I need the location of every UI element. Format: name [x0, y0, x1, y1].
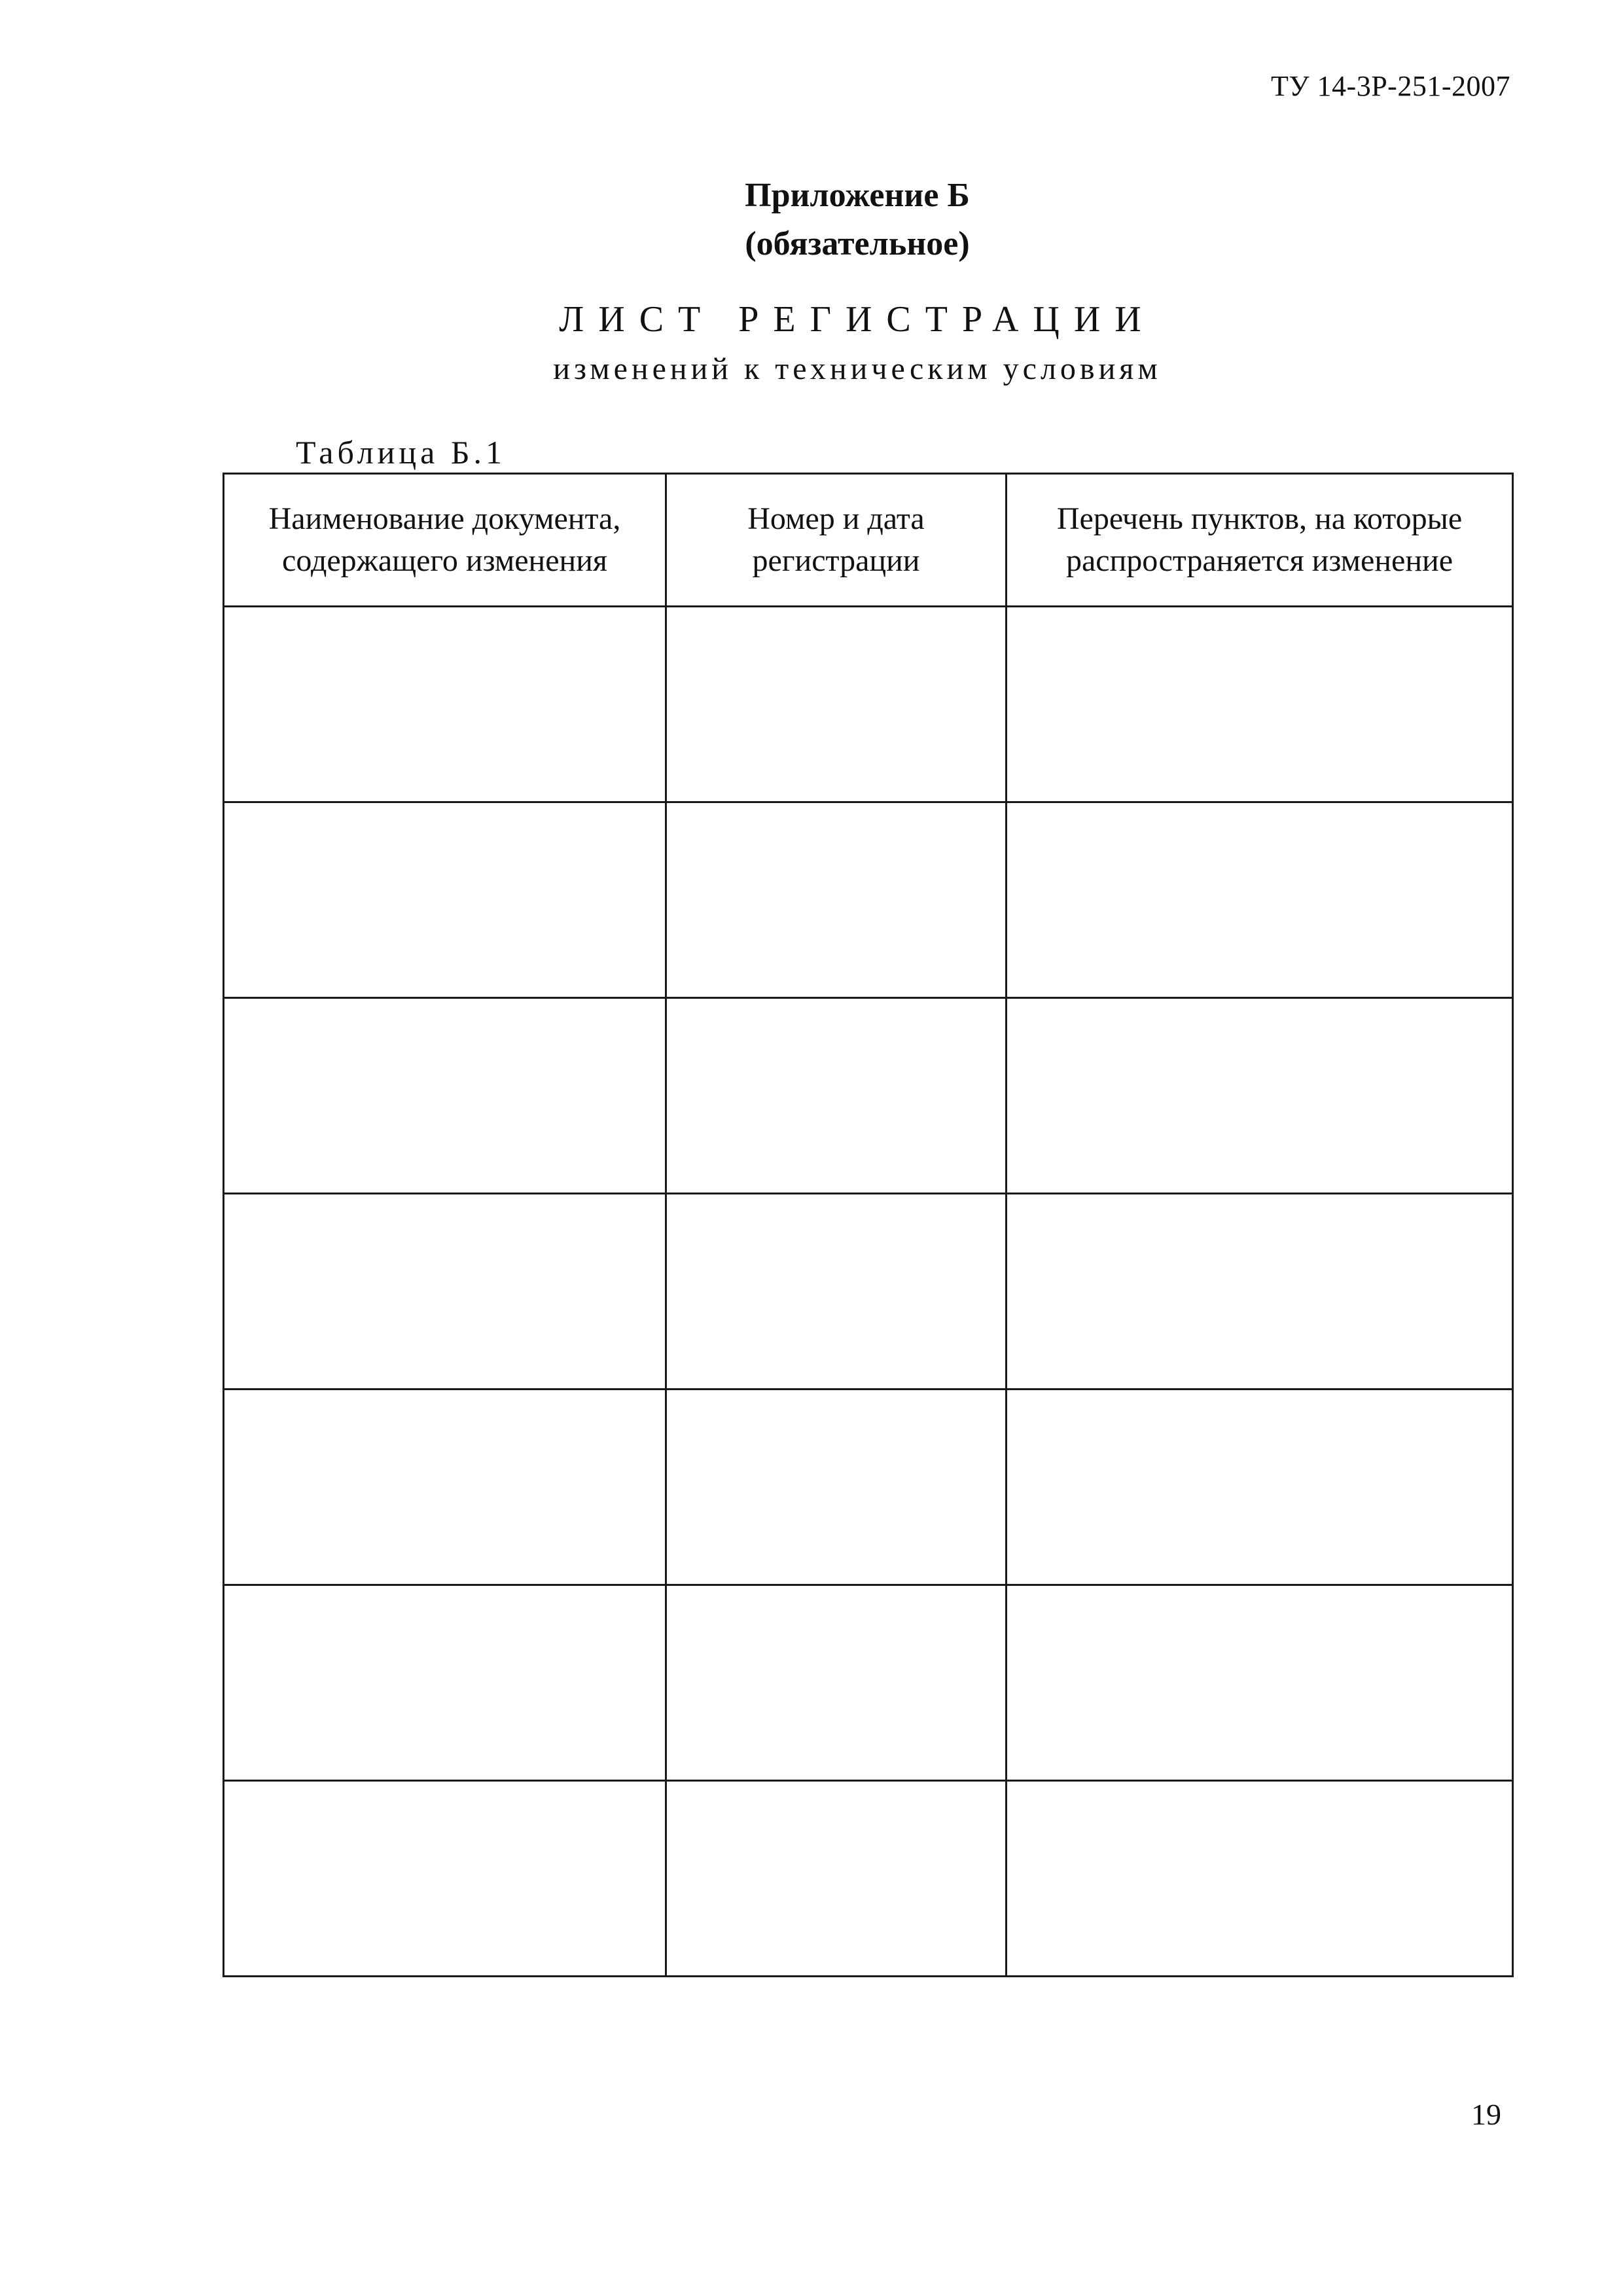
- table-row: [224, 607, 1513, 802]
- table-cell: [224, 1781, 666, 1977]
- table-cell: [224, 607, 666, 802]
- page-number: 19: [1471, 2098, 1501, 2131]
- document-code: ТУ 14-3Р-251-2007: [1271, 70, 1510, 102]
- registration-table: [223, 473, 1514, 1977]
- table-row: [224, 1781, 1513, 1977]
- table-cell: [224, 1194, 666, 1390]
- table-cell: [1007, 607, 1513, 802]
- table-cell: [666, 1585, 1007, 1781]
- table-cell: [224, 998, 666, 1194]
- table-cell: [666, 607, 1007, 802]
- table-cell: [1007, 998, 1513, 1194]
- table-cell: [224, 1585, 666, 1781]
- table-caption: Таблица Б.1: [296, 434, 507, 471]
- table-cell: [224, 802, 666, 998]
- table-row: [224, 1194, 1513, 1390]
- table-header-row: [224, 474, 1513, 607]
- table-row: [224, 802, 1513, 998]
- table-cell: [666, 1781, 1007, 1977]
- appendix-heading: [0, 171, 1623, 268]
- table-cell: [224, 1390, 666, 1585]
- sheet-subtitle: изменений к техническим условиям: [553, 351, 1162, 386]
- table-cell: [666, 802, 1007, 998]
- table-cell: [666, 1194, 1007, 1390]
- table-cell: [666, 1390, 1007, 1585]
- table-cell: [1007, 1390, 1513, 1585]
- table-cell: [1007, 1781, 1513, 1977]
- table-row: [224, 998, 1513, 1194]
- column-header-number-date: Номер и дата регистрации: [666, 474, 1007, 607]
- table-row: [224, 1585, 1513, 1781]
- column-header-document-name: Наименование документа, содержащего изменения: [224, 474, 666, 607]
- table-cell: [666, 998, 1007, 1194]
- appendix-status: (обязательное): [745, 225, 970, 262]
- table-cell: [1007, 1585, 1513, 1781]
- table-row: [224, 1390, 1513, 1585]
- appendix-title: Приложение Б: [745, 177, 970, 214]
- column-header-items-list: Перечень пунктов, на которые распространяется изменение: [1007, 474, 1513, 607]
- sheet-title: ЛИСТ РЕГИСТРАЦИИ: [559, 299, 1156, 340]
- table-cell: [1007, 1194, 1513, 1390]
- table-cell: [1007, 802, 1513, 998]
